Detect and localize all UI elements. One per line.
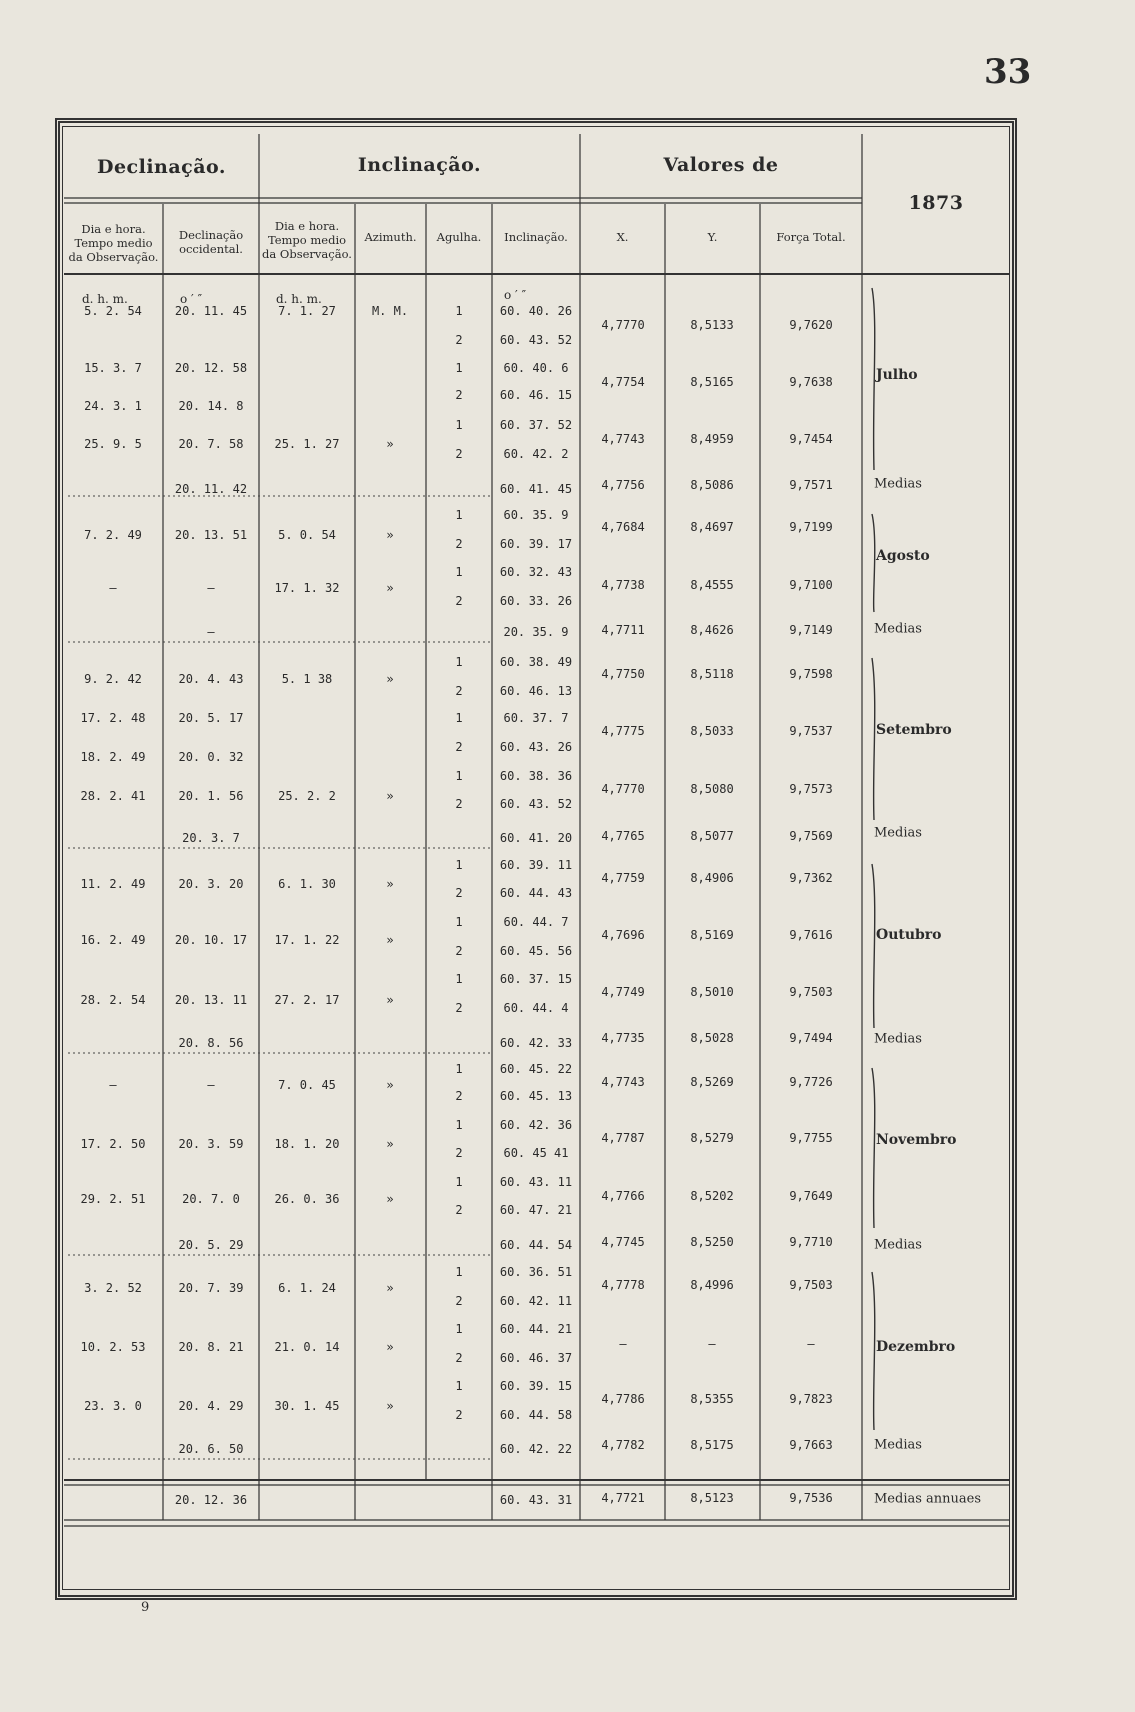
cell-forca: — bbox=[807, 1337, 815, 1351]
cell-forca: 9,7503 bbox=[789, 1278, 833, 1292]
cell-forca: 9,7638 bbox=[789, 375, 833, 389]
cell-dia-incl: 26. 0. 36 bbox=[274, 1192, 340, 1206]
cell-dia-decl: 17. 2. 50 bbox=[80, 1137, 146, 1151]
cell-forca: 9,7537 bbox=[789, 724, 833, 738]
cell-agulha: 2 bbox=[455, 684, 463, 698]
subheader-dia-incl-line: Dia e hora. bbox=[274, 219, 340, 233]
cell-agulha: 2 bbox=[455, 886, 463, 900]
cell-azimuth: » bbox=[386, 672, 394, 686]
cell-dia-incl: 17. 1. 22 bbox=[274, 933, 340, 947]
cell-x: 4,7765 bbox=[601, 829, 645, 843]
cell-decl: 20. 7. 39 bbox=[178, 1281, 244, 1295]
cell-dia-incl: 7. 1. 27 bbox=[278, 304, 336, 318]
cell-incl: 60. 41. 45 bbox=[499, 482, 573, 496]
cell-dia-incl: 17. 1. 32 bbox=[274, 581, 340, 595]
cell-agulha: 2 bbox=[455, 1001, 463, 1015]
month-label: Outubro bbox=[876, 927, 942, 943]
cell-agulha: 2 bbox=[455, 944, 463, 958]
cell-forca: 9,7100 bbox=[789, 578, 833, 592]
cell-incl: 60. 43. 11 bbox=[499, 1175, 573, 1189]
cell-incl: 60. 45 41 bbox=[503, 1146, 569, 1160]
cell-forca: 9,7755 bbox=[789, 1131, 833, 1145]
cell-incl: 60. 37. 52 bbox=[499, 418, 573, 432]
cell-azimuth: » bbox=[386, 1281, 394, 1295]
subheader-dia-decl bbox=[64, 222, 163, 264]
cell-incl: 60. 41. 20 bbox=[499, 831, 573, 845]
cell-agulha: 1 bbox=[455, 304, 463, 318]
cell-agulha: 1 bbox=[455, 1379, 463, 1393]
medias-label: Medias bbox=[874, 621, 922, 637]
cell-incl: 60. 39. 17 bbox=[499, 537, 573, 551]
cell-decl: — bbox=[207, 581, 215, 595]
cell-forca: 9,7649 bbox=[789, 1189, 833, 1203]
cell-incl: 60. 46. 15 bbox=[499, 388, 573, 402]
cell-dia-incl: 7. 0. 45 bbox=[278, 1078, 336, 1092]
cell-incl: 60. 43. 31 bbox=[499, 1493, 573, 1507]
month-label: Julho bbox=[876, 367, 918, 383]
cell-forca: 9,7663 bbox=[789, 1438, 833, 1452]
cell-agulha: 1 bbox=[455, 1265, 463, 1279]
medias-label: Medias bbox=[874, 1437, 922, 1453]
cell-incl: 60. 40. 26 bbox=[499, 304, 573, 318]
cell-decl: — bbox=[207, 625, 215, 639]
cell-agulha: 1 bbox=[455, 972, 463, 986]
cell-azimuth: » bbox=[386, 1078, 394, 1092]
cell-y: 8,5175 bbox=[690, 1438, 734, 1452]
subheader-dia-decl-line: da Observação. bbox=[68, 250, 159, 264]
cell-forca: 9,7573 bbox=[789, 782, 833, 796]
cell-x: — bbox=[619, 1337, 627, 1351]
cell-agulha: 1 bbox=[455, 1175, 463, 1189]
cell-incl: 20. 35. 9 bbox=[503, 625, 569, 639]
cell-dia-decl: 15. 3. 7 bbox=[84, 361, 142, 375]
cell-y: 8,4906 bbox=[690, 871, 734, 885]
cell-agulha: 1 bbox=[455, 858, 463, 872]
cell-dia-decl: — bbox=[109, 581, 117, 595]
subheader-dia-incl-line: Tempo medio bbox=[267, 233, 347, 247]
medias-label: Medias bbox=[874, 476, 922, 492]
cell-agulha: 1 bbox=[455, 565, 463, 579]
cell-decl: 20. 6. 50 bbox=[178, 1442, 244, 1456]
cell-dia-decl: 10. 2. 53 bbox=[80, 1340, 146, 1354]
subheader-decl-occ bbox=[163, 228, 259, 256]
month-label: Novembro bbox=[876, 1132, 957, 1148]
cell-agulha: 2 bbox=[455, 740, 463, 754]
cell-y: 8,5080 bbox=[690, 782, 734, 796]
cell-forca: 9,7710 bbox=[789, 1235, 833, 1249]
cell-azimuth: » bbox=[386, 1192, 394, 1206]
units-dia-decl: d. h. m. bbox=[82, 292, 128, 306]
cell-y: 8,4555 bbox=[690, 578, 734, 592]
cell-x: 4,7759 bbox=[601, 871, 645, 885]
cell-agulha: 1 bbox=[455, 1062, 463, 1076]
cell-agulha: 1 bbox=[455, 655, 463, 669]
cell-y: 8,4996 bbox=[690, 1278, 734, 1292]
cell-dia-incl: 5. 0. 54 bbox=[278, 528, 336, 542]
cell-decl: 20. 11. 42 bbox=[174, 482, 248, 496]
cell-forca: 9,7598 bbox=[789, 667, 833, 681]
cell-x: 4,7770 bbox=[601, 782, 645, 796]
cell-incl: 60. 39. 11 bbox=[499, 858, 573, 872]
cell-decl: 20. 4. 29 bbox=[178, 1399, 244, 1413]
cell-azimuth: » bbox=[386, 1137, 394, 1151]
header-valores: Valores de bbox=[663, 154, 779, 176]
cell-agulha: 2 bbox=[455, 1351, 463, 1365]
cell-y: 8,4697 bbox=[690, 520, 734, 534]
cell-agulha: 2 bbox=[455, 1203, 463, 1217]
cell-incl: 60. 39. 15 bbox=[499, 1379, 573, 1393]
cell-x: 4,7770 bbox=[601, 318, 645, 332]
cell-decl: 20. 0. 32 bbox=[178, 750, 244, 764]
cell-dia-incl: 30. 1. 45 bbox=[274, 1399, 340, 1413]
cell-decl: 20. 12. 58 bbox=[174, 361, 248, 375]
cell-agulha: 2 bbox=[455, 388, 463, 402]
cell-y: 8,4959 bbox=[690, 432, 734, 446]
cell-decl: 20. 4. 43 bbox=[178, 672, 244, 686]
cell-x: 4,7738 bbox=[601, 578, 645, 592]
cell-agulha: 2 bbox=[455, 1408, 463, 1422]
cell-dia-incl: 21. 0. 14 bbox=[274, 1340, 340, 1354]
cell-y: 8,5028 bbox=[690, 1031, 734, 1045]
cell-agulha: 2 bbox=[455, 1089, 463, 1103]
subheader-dia-decl-line: Tempo medio bbox=[74, 236, 153, 250]
cell-y: 8,5165 bbox=[690, 375, 734, 389]
cell-x: 4,7749 bbox=[601, 985, 645, 999]
cell-agulha: 2 bbox=[455, 333, 463, 347]
cell-decl: 20. 1. 56 bbox=[178, 789, 244, 803]
cell-x: 4,7735 bbox=[601, 1031, 645, 1045]
cell-incl: 60. 42. 2 bbox=[503, 447, 569, 461]
cell-dia-decl: 23. 3. 0 bbox=[84, 1399, 142, 1413]
cell-x: 4,7775 bbox=[601, 724, 645, 738]
cell-incl: 60. 44. 7 bbox=[503, 915, 569, 929]
cell-y: 8,5010 bbox=[690, 985, 734, 999]
cell-azimuth: » bbox=[386, 933, 394, 947]
footer-mark: 9 bbox=[141, 1600, 150, 1615]
cell-dia-decl: 16. 2. 49 bbox=[80, 933, 146, 947]
cell-x: 4,7721 bbox=[601, 1491, 645, 1505]
cell-incl: 60. 33. 26 bbox=[499, 594, 573, 608]
cell-azimuth: » bbox=[386, 789, 394, 803]
cell-agulha: 1 bbox=[455, 508, 463, 522]
cell-incl: 60. 44. 58 bbox=[499, 1408, 573, 1422]
cell-incl: 60. 43. 26 bbox=[499, 740, 573, 754]
cell-forca: 9,7362 bbox=[789, 871, 833, 885]
cell-azimuth: » bbox=[386, 1399, 394, 1413]
medias-label: Medias bbox=[874, 1031, 922, 1047]
cell-decl: 20. 13. 51 bbox=[174, 528, 248, 542]
cell-incl: 60. 38. 49 bbox=[499, 655, 573, 669]
cell-x: 4,7743 bbox=[601, 432, 645, 446]
cell-forca: 9,7454 bbox=[789, 432, 833, 446]
cell-dia-decl: 5. 2. 54 bbox=[84, 304, 142, 318]
cell-y: 8,5033 bbox=[690, 724, 734, 738]
cell-decl: 20. 14. 8 bbox=[178, 399, 244, 413]
cell-x: 4,7766 bbox=[601, 1189, 645, 1203]
cell-forca: 9,7494 bbox=[789, 1031, 833, 1045]
cell-azimuth: » bbox=[386, 877, 394, 891]
cell-azimuth: » bbox=[386, 437, 394, 451]
cell-x: 4,7756 bbox=[601, 478, 645, 492]
units-dia-incl: d. h. m. bbox=[276, 292, 322, 306]
cell-incl: 60. 38. 36 bbox=[499, 769, 573, 783]
cell-dia-decl: 24. 3. 1 bbox=[84, 399, 142, 413]
cell-agulha: 2 bbox=[455, 447, 463, 461]
cell-incl: 60. 44. 54 bbox=[499, 1238, 573, 1252]
header-declinacao: Declinação. bbox=[96, 156, 227, 178]
cell-azimuth: » bbox=[386, 528, 394, 542]
cell-agulha: 2 bbox=[455, 1146, 463, 1160]
cell-incl: 60. 36. 51 bbox=[499, 1265, 573, 1279]
cell-agulha: 1 bbox=[455, 769, 463, 783]
cell-x: 4,7711 bbox=[601, 623, 645, 637]
header-inclinacao: Inclinação. bbox=[357, 154, 482, 176]
cell-y: 8,5169 bbox=[690, 928, 734, 942]
cell-incl: 60. 42. 36 bbox=[499, 1118, 573, 1132]
cell-agulha: 1 bbox=[455, 1118, 463, 1132]
cell-dia-incl: 6. 1. 30 bbox=[278, 877, 336, 891]
cell-incl: 60. 45. 56 bbox=[499, 944, 573, 958]
subheader-inclinacao: Inclinação. bbox=[504, 230, 568, 244]
cell-x: 4,7787 bbox=[601, 1131, 645, 1145]
subheader-forca: Força Total. bbox=[776, 230, 846, 244]
cell-dia-incl: 18. 1. 20 bbox=[274, 1137, 340, 1151]
subheader-dia-decl-line: Dia e hora. bbox=[81, 222, 146, 236]
cell-forca: 9,7571 bbox=[789, 478, 833, 492]
cell-x: 4,7696 bbox=[601, 928, 645, 942]
cell-incl: 60. 46. 13 bbox=[499, 684, 573, 698]
cell-decl: 20. 13. 11 bbox=[174, 993, 248, 1007]
cell-y: 8,5123 bbox=[690, 1491, 734, 1505]
cell-y: 8,4626 bbox=[690, 623, 734, 637]
cell-agulha: 2 bbox=[455, 594, 463, 608]
cell-y: — bbox=[708, 1337, 716, 1351]
cell-decl: 20. 3. 59 bbox=[178, 1137, 244, 1151]
cell-x: 4,7786 bbox=[601, 1392, 645, 1406]
cell-agulha: 2 bbox=[455, 537, 463, 551]
cell-y: 8,5086 bbox=[690, 478, 734, 492]
cell-incl: 60. 47. 21 bbox=[499, 1203, 573, 1217]
cell-decl: 20. 10. 17 bbox=[174, 933, 248, 947]
cell-y: 8,5202 bbox=[690, 1189, 734, 1203]
cell-incl: 60. 32. 43 bbox=[499, 565, 573, 579]
cell-dia-decl: 11. 2. 49 bbox=[80, 877, 146, 891]
cell-x: 4,7684 bbox=[601, 520, 645, 534]
cell-azimuth: M. M. bbox=[371, 304, 409, 318]
cell-forca: 9,7149 bbox=[789, 623, 833, 637]
cell-dia-decl: 28. 2. 41 bbox=[80, 789, 146, 803]
month-label: Setembro bbox=[876, 722, 952, 738]
cell-dia-decl: 18. 2. 49 bbox=[80, 750, 146, 764]
cell-decl: 20. 7. 58 bbox=[178, 437, 244, 451]
cell-decl: 20. 8. 21 bbox=[178, 1340, 244, 1354]
cell-azimuth: » bbox=[386, 581, 394, 595]
cell-forca: 9,7503 bbox=[789, 985, 833, 999]
cell-y: 8,5077 bbox=[690, 829, 734, 843]
cell-x: 4,7782 bbox=[601, 1438, 645, 1452]
cell-incl: 60. 42. 11 bbox=[499, 1294, 573, 1308]
cell-agulha: 1 bbox=[455, 1322, 463, 1336]
cell-dia-incl: 25. 2. 2 bbox=[278, 789, 336, 803]
cell-forca: 9,7536 bbox=[789, 1491, 833, 1505]
cell-agulha: 2 bbox=[455, 1294, 463, 1308]
cell-forca: 9,7569 bbox=[789, 829, 833, 843]
cell-decl: — bbox=[207, 1078, 215, 1092]
cell-agulha: 1 bbox=[455, 361, 463, 375]
cell-x: 4,7778 bbox=[601, 1278, 645, 1292]
cell-dia-decl: 28. 2. 54 bbox=[80, 993, 146, 1007]
cell-incl: 60. 46. 37 bbox=[499, 1351, 573, 1365]
subheader-azimuth: Azimuth. bbox=[364, 230, 417, 244]
cell-forca: 9,7620 bbox=[789, 318, 833, 332]
cell-decl: 20. 5. 17 bbox=[178, 711, 244, 725]
cell-dia-incl: 25. 1. 27 bbox=[274, 437, 340, 451]
month-label: Agosto bbox=[876, 548, 930, 564]
cell-y: 8,5279 bbox=[690, 1131, 734, 1145]
cell-incl: 60. 45. 22 bbox=[499, 1062, 573, 1076]
cell-incl: 60. 44. 43 bbox=[499, 886, 573, 900]
cell-dia-decl: 7. 2. 49 bbox=[84, 528, 142, 542]
cell-dia-decl: 9. 2. 42 bbox=[84, 672, 142, 686]
subheader-dia-incl-line: da Observação. bbox=[262, 247, 352, 261]
cell-incl: 60. 43. 52 bbox=[499, 333, 573, 347]
cell-incl: 60. 42. 22 bbox=[499, 1442, 573, 1456]
units-inclinacao: o ′ ″ bbox=[504, 288, 527, 302]
cell-dia-incl: 6. 1. 24 bbox=[278, 1281, 336, 1295]
cell-dia-incl: 5. 1 38 bbox=[281, 672, 333, 686]
cell-decl: 20. 3. 20 bbox=[178, 877, 244, 891]
cell-incl: 60. 37. 15 bbox=[499, 972, 573, 986]
subheader-agulha: Agulha. bbox=[436, 230, 482, 244]
medias-label: Medias bbox=[874, 825, 922, 841]
cell-incl: 60. 42. 33 bbox=[499, 1036, 573, 1050]
cell-agulha: 1 bbox=[455, 418, 463, 432]
cell-incl: 60. 40. 6 bbox=[503, 361, 569, 375]
cell-incl: 60. 45. 13 bbox=[499, 1089, 573, 1103]
month-label: Dezembro bbox=[876, 1339, 956, 1355]
subheader-decl-occ-line: occidental. bbox=[179, 242, 243, 256]
cell-x: 4,7743 bbox=[601, 1075, 645, 1089]
cell-decl: 20. 3. 7 bbox=[182, 831, 240, 845]
cell-dia-decl: 3. 2. 52 bbox=[84, 1281, 142, 1295]
cell-incl: 60. 43. 52 bbox=[499, 797, 573, 811]
cell-x: 4,7745 bbox=[601, 1235, 645, 1249]
cell-decl: 20. 11. 45 bbox=[174, 304, 248, 318]
cell-incl: 60. 44. 4 bbox=[503, 1001, 569, 1015]
cell-forca: 9,7726 bbox=[789, 1075, 833, 1089]
subheader-y: Y. bbox=[707, 230, 718, 244]
medias-label: Medias bbox=[874, 1237, 922, 1253]
cell-agulha: 2 bbox=[455, 797, 463, 811]
cell-y: 8,5118 bbox=[690, 667, 734, 681]
cell-dia-decl: 25. 9. 5 bbox=[84, 437, 142, 451]
cell-decl: 20. 7. 0 bbox=[182, 1192, 240, 1206]
header-year: 1873 bbox=[908, 192, 964, 214]
subheader-decl-occ-line: Declinação bbox=[178, 228, 244, 242]
cell-y: 8,5133 bbox=[690, 318, 734, 332]
cell-forca: 9,7199 bbox=[789, 520, 833, 534]
cell-azimuth: » bbox=[386, 993, 394, 1007]
subheader-dia-incl bbox=[259, 219, 355, 261]
cell-y: 8,5355 bbox=[690, 1392, 734, 1406]
cell-dia-decl: 29. 2. 51 bbox=[80, 1192, 146, 1206]
cell-decl: 20. 12. 36 bbox=[174, 1493, 248, 1507]
cell-dia-incl: 27. 2. 17 bbox=[274, 993, 340, 1007]
cell-agulha: 1 bbox=[455, 915, 463, 929]
cell-x: 4,7754 bbox=[601, 375, 645, 389]
cell-incl: 60. 44. 21 bbox=[499, 1322, 573, 1336]
page-number: 33 bbox=[984, 52, 1032, 92]
cell-incl: 60. 37. 7 bbox=[503, 711, 569, 725]
cell-dia-decl: — bbox=[109, 1078, 117, 1092]
cell-forca: 9,7823 bbox=[789, 1392, 833, 1406]
units-decl-occ: o ′ ″ bbox=[180, 292, 203, 306]
cell-incl: 60. 35. 9 bbox=[503, 508, 569, 522]
cell-dia-decl: 17. 2. 48 bbox=[80, 711, 146, 725]
cell-x: 4,7750 bbox=[601, 667, 645, 681]
cell-forca: 9,7616 bbox=[789, 928, 833, 942]
cell-azimuth: » bbox=[386, 1340, 394, 1354]
subheader-x: X. bbox=[616, 230, 629, 244]
cell-agulha: 1 bbox=[455, 711, 463, 725]
cell-y: 8,5269 bbox=[690, 1075, 734, 1089]
medias-label: Medias annuaes bbox=[874, 1491, 982, 1507]
cell-decl: 20. 5. 29 bbox=[178, 1238, 244, 1252]
cell-decl: 20. 8. 56 bbox=[178, 1036, 244, 1050]
cell-y: 8,5250 bbox=[690, 1235, 734, 1249]
